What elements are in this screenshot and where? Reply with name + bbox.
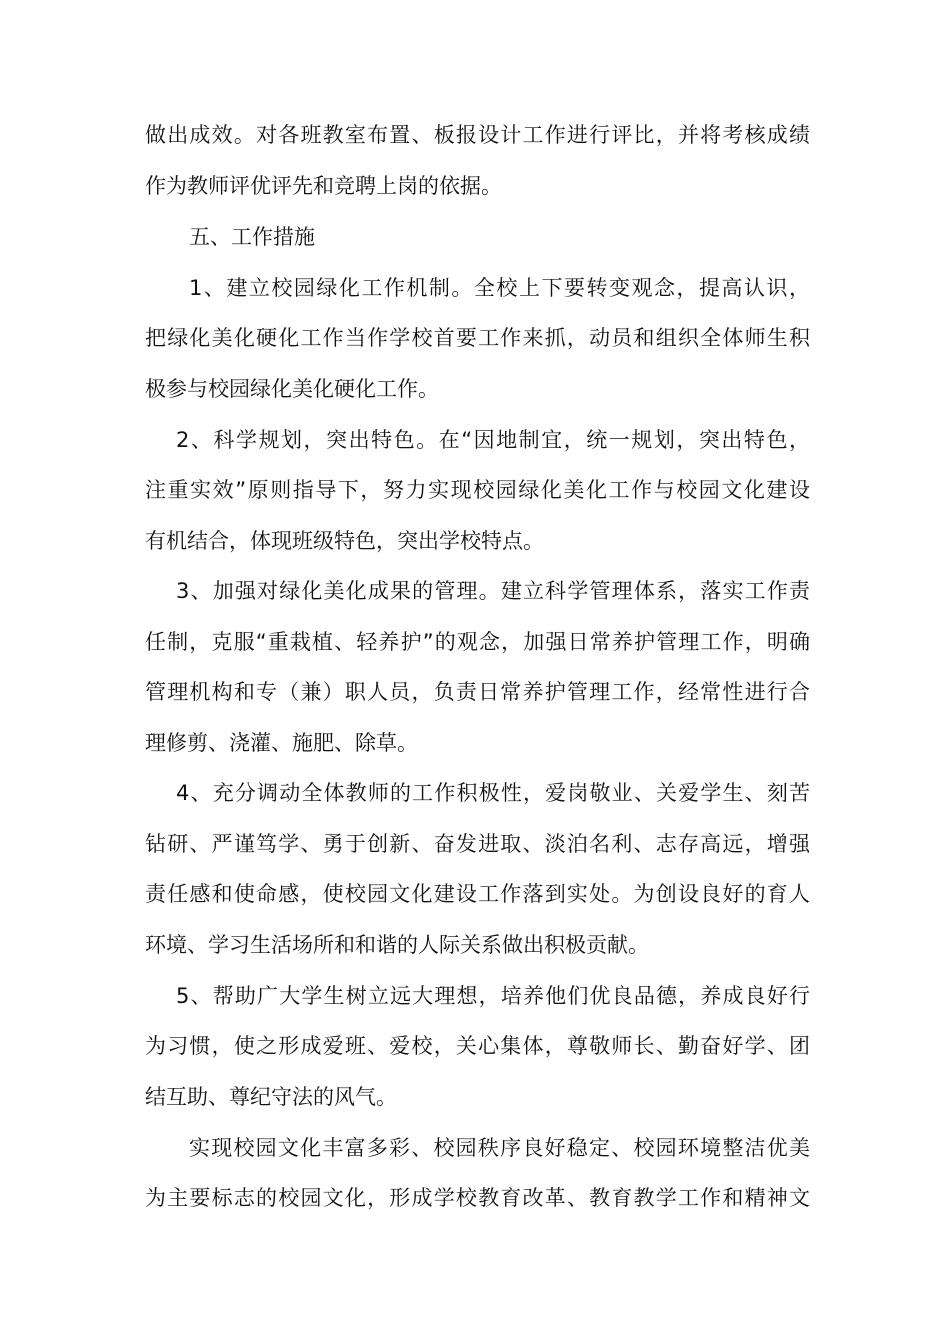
text-line: 钻研、严谨笃学、勇于创新、奋发进取、淡泊名利、志存高远，增强	[145, 832, 810, 856]
text-line: 为习惯，使之形成爱班、爱校，关心集体，尊敬师长、勤奋好学、团	[145, 1034, 810, 1058]
text-line: 责任感和使命感，使校园文化建设工作落到实处。为创设良好的育人	[145, 882, 810, 906]
text-line: 管理机构和专（兼）职人员，负责日常养护管理工作，经常性进行合	[145, 680, 810, 704]
section-heading: 五、工作措施	[189, 225, 315, 249]
text-line: 3、加强对绿化美化成果的管理。建立科学管理体系，落实工作责	[176, 579, 810, 603]
text-line: 注重实效”原则指导下，努力实现校园绿化美化工作与校园文化建设	[145, 478, 810, 502]
text-line: 1、建立校园绿化工作机制。全校上下要转变观念，提高认识，	[189, 276, 810, 300]
text-line: 结互助、尊纪守法的风气。	[145, 1085, 397, 1109]
text-line: 理修剪、浇灌、施肥、除草。	[145, 731, 418, 755]
text-line: 实现校园文化丰富多彩、校园秩序良好稳定、校园环境整洁优美	[189, 1136, 810, 1160]
text-line: 为主要标志的校园文化，形成学校教育改革、教育教学工作和精神文	[145, 1186, 810, 1210]
text-line: 作为教师评优评先和竞聘上岗的依据。	[145, 174, 502, 198]
text-line: 极参与校园绿化美化硬化工作。	[145, 377, 439, 401]
text-line: 做出成效。对各班教室布置、板报设计工作进行评比，并将考核成绩	[145, 123, 810, 147]
text-line: 有机结合，体现班级特色，突出学校特点。	[145, 529, 544, 553]
text-line: 把绿化美化硬化工作当作学校首要工作来抓，动员和组织全体师生积	[145, 326, 810, 350]
text-line: 4、充分调动全体教师的工作积极性，爱岗敬业、关爱学生、刻苦	[176, 781, 810, 805]
text-line: 环境、学习生活场所和和谐的人际关系做出积极贡献。	[145, 933, 649, 957]
text-line: 任制，克服“重栽植、轻养护”的观念，加强日常养护管理工作，明确	[145, 630, 810, 654]
text-line: 2、科学规划，突出特色。在“因地制宜，统一规划，突出特色，	[176, 428, 810, 452]
text-line: 5、帮助广大学生树立远大理想，培养他们优良品德，养成良好行	[176, 984, 810, 1008]
